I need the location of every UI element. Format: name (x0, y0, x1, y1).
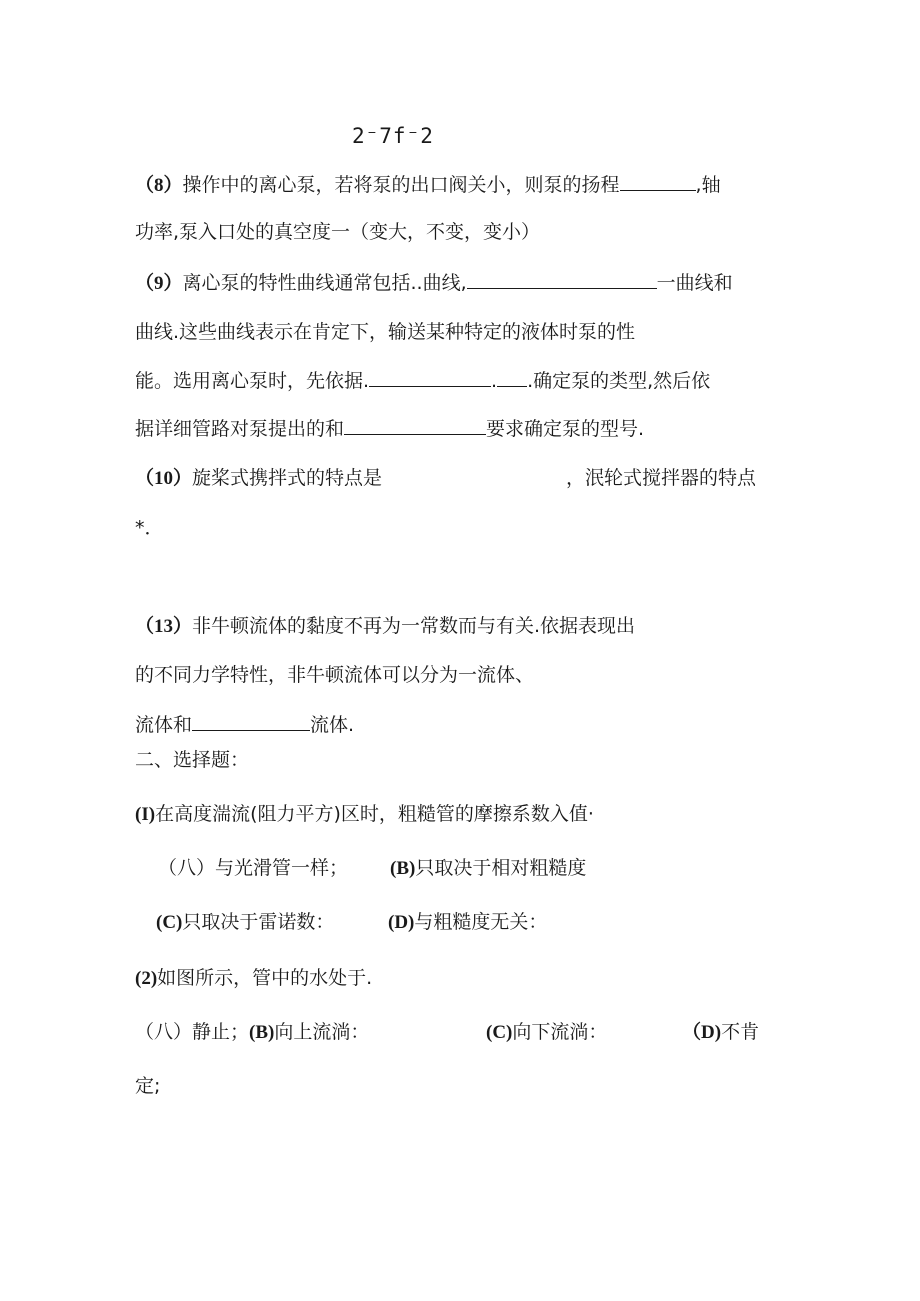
q13-number: （13） (135, 616, 193, 637)
q8-text-1b: ,轴 (695, 174, 721, 196)
q13-text-3a: 流体和 (135, 714, 193, 736)
q9-blank-basis-2[interactable] (497, 368, 527, 387)
q9-blank-requirement[interactable] (344, 416, 486, 435)
mc2-option-d-text: 不肯 (721, 1021, 760, 1043)
q8-line-2: 功率,泵入口处的真空度一（变大，不变，变小） (135, 221, 541, 243)
mc1-option-b-text: 只取决于相对粗糙度 (415, 857, 587, 879)
q9-line-3 (135, 368, 710, 393)
mc2-option-d-label: （D) (682, 1022, 722, 1043)
q9-text-1b: 一曲线和 (656, 272, 733, 294)
q9-text-4b: 要求确定泵的型号. (486, 418, 645, 440)
q9-text-4a: 据详细管路对泵提出的和 (135, 418, 345, 440)
q8-blank-head[interactable] (620, 172, 696, 191)
mc2-stem (135, 966, 372, 991)
q13-line-3 (135, 712, 354, 737)
q13-text-1: 非牛顿流体的黏度不再为一常数而与有关.依据表现出 (192, 615, 636, 637)
mc1-option-d-label: (D) (388, 912, 415, 933)
mc2-option-d-continued: 定; (135, 1075, 161, 1097)
mc2-option-a[interactable]: （八）静止； (135, 1021, 250, 1043)
mc2-stem-text: 如图所示，管中的水处于. (157, 967, 373, 989)
q9-blank-basis-1[interactable] (369, 368, 491, 387)
mc2-option-c-text: 向下流淌： (512, 1021, 608, 1043)
mc2-option-c-label: (C) (486, 1022, 513, 1043)
q9-line-4 (135, 416, 644, 441)
q9-text-3c: .确定泵的类型,然后依 (527, 370, 711, 392)
q10-line-1-right: ，泯轮式搅拌器的特点 (566, 467, 757, 489)
mc2-option-b-text[interactable]: 向上流淌： (274, 1021, 370, 1043)
q9-text-3b: . (491, 370, 498, 392)
mc1-option-b[interactable] (390, 856, 586, 881)
mc1-option-c-label: (C) (156, 912, 183, 933)
mc1-option-a[interactable]: （八）与光滑管一样； (158, 857, 349, 879)
q13-line-1 (135, 614, 635, 639)
q9-number: （9） (135, 273, 183, 294)
q10-line-2: *． (135, 517, 164, 539)
q8-text-1a: 操作中的离心泵，若将泵的出口阀关小，则泵的扬程 (182, 174, 620, 196)
q9-line-2: 曲线.这些曲线表示在肯定下，输送某种特定的液体时泵的性 (135, 321, 636, 343)
mc1-option-d-text: 与粗糙度无关： (414, 911, 548, 933)
q10-number: （10） (135, 468, 193, 489)
q13-line-2: 的不同力学特性，非牛顿流体可以分为一流体、 (135, 664, 535, 686)
q9-text-3a: 能。选用离心泵时，先依据. (135, 370, 370, 392)
q9-text-1a: 离心泵的特性曲线通常包括..曲线, (182, 272, 467, 294)
q8-number: （8） (135, 175, 183, 196)
mc1-stem-text: 在高度湍流(阻力平方)区时，粗糙管的摩擦系数入值· (155, 803, 594, 825)
q9-blank-curve[interactable] (467, 270, 657, 289)
q10-line-1 (135, 466, 382, 491)
q9-line-1 (135, 270, 733, 296)
mc1-option-b-label: (B) (390, 858, 416, 879)
mc2-option-d[interactable] (682, 1020, 759, 1045)
q13-blank-fluid[interactable] (192, 712, 310, 731)
section-2-title: 二、选择题： (135, 749, 250, 771)
mc1-option-c[interactable] (156, 910, 334, 935)
mc1-number: (I) (135, 804, 156, 825)
mc1-stem (135, 802, 594, 827)
q8-line-1 (135, 172, 721, 198)
mc2-option-b-label[interactable]: (B) (249, 1022, 275, 1043)
mc2-option-c[interactable] (486, 1020, 607, 1045)
mc1-option-c-text: 只取决于雷诺数： (182, 911, 335, 933)
mc2-number: (2) (135, 968, 158, 989)
formula-header: 2⁻7f⁻2 (352, 124, 434, 148)
q10-text-1a: 旋桨式携拌式的特点是 (192, 467, 383, 489)
mc1-option-d[interactable] (388, 910, 547, 935)
mc2-option-a-b (135, 1020, 369, 1045)
q13-text-3b: 流体. (310, 714, 355, 736)
